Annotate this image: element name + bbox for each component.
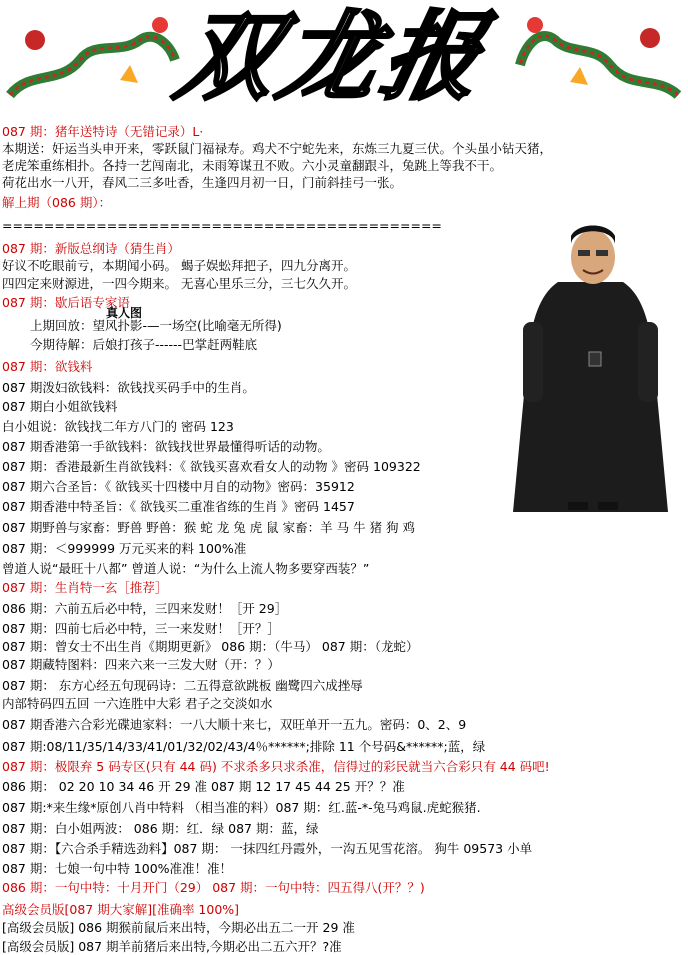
text-line: 解上期（086 期）：: [2, 195, 112, 210]
text-line: 087 期：曾女士不出生肖《期期更新》 086 期：（牛马） 087 期：（龙蛇）: [2, 639, 419, 654]
text-line: 087 期白小姐欲钱料: [2, 399, 118, 414]
text-line: 本期送：奸运当头申开来，零跃鼠门福禄寿。鸡犬不宁蛇先来，东炼三九夏三伏。个头虽小钻天猪，: [2, 141, 553, 156]
text-line: 087 期：歇后语专家语: [2, 295, 130, 310]
text-line: 087 期：极限弃 5 码专区(只有 44 码) 不求杀多只求杀准，信得过的彩民就当六合彩只有 44 码吧!: [2, 759, 550, 774]
text-line: 086 期： 02 20 10 34 46 开 29 准 087 期 12 17 45 44 25 开？？准: [2, 779, 405, 794]
text-line: 087 期泼妇欲钱料：欲钱找买码手中的生肖。: [2, 380, 255, 395]
person-photo: [503, 222, 683, 512]
text-line: 白小姐说：欲钱找二年方八门的 密码 123: [2, 419, 234, 434]
text-line: 今期待解：后娘打孩子------巴掌赶两鞋底: [30, 337, 258, 352]
text-line: 087 期香港第一手欲钱料：欲钱找世界最懂得听话的动物。: [2, 439, 330, 454]
text-line: 老虎笨重练相扑。各持一艺闯南北，未雨筹谋丑不败。六小灵童翻跟斗，兔跳上等我不干。: [2, 158, 503, 173]
text-line: 087 期野兽与家畜：野兽 野兽：猴 蛇 龙 兔 虎 鼠 家畜：羊 马 牛 猪 狗 鸡: [2, 520, 416, 535]
text-line: 087 期： 东方心经五句现码诗：二五得意欲跳板 幽鹭四六成挫辱: [2, 678, 363, 693]
text-line: 087 期藏特图料：四来六来一三发大财（开：？）: [2, 657, 280, 672]
text-line: ==========================================: [2, 218, 442, 233]
text-line: [高级会员版] 087 期羊前猪后来出特,今期必出二五六开？?准: [2, 939, 342, 954]
text-line: 087 期香港中特圣旨：《 欲钱买二重准省练的生肖 》密码 1457: [2, 499, 355, 514]
text-line: 087 期:*来生缘*原创八肖中特料 （相当准的料）087 期：红.蓝-*-兔马鸡鼠.虎蛇猴猪.: [2, 800, 481, 815]
text-line: 087 期:08/11/35/14/33/41/01/32/02/43/4％******;排除 11 个号码&******;蓝，绿: [2, 739, 486, 754]
text-line: 087 期：七娘一句中特 100%准准！准！: [2, 861, 233, 876]
text-line: 086 期：一句中特：十月开门（29） 087 期：一句中特：四五得八(开？？): [2, 880, 425, 895]
text-line: 087 期：香港最新生肖欲钱料：《 欲钱买喜欢看女人的动物 》密码 109322: [2, 459, 421, 474]
text-line: 087 期：【六合杀手精选劲料】087 期： 一抹四红丹霞外，一沟五见雪花溶。 狗牛 09573 小单: [2, 841, 533, 856]
text-line: 087 期六合圣旨：《 欲钱买十四楼中月自的动物》密码：35912: [2, 479, 355, 494]
text-line: 好议不吃眼前亏，本期闻小码。 蝎子娱蚣拜把子，四九分离开。: [2, 258, 356, 273]
text-line: 荷花出水一八开，春风二三多吐香，生逢四月初一日，门前斜挂弓一张。: [2, 175, 403, 190]
text-line: 087 期：新版总纲诗（猜生肖）: [2, 241, 180, 256]
text-line: 087 期：欲钱料: [2, 359, 93, 374]
text-line: 087 期：＜999999 万元买来的料 100%准: [2, 541, 247, 556]
page-title: 双龙报: [168, 0, 499, 113]
text-line: 087 期：白小姐两波： 086 期：红．绿 087 期：蓝，绿: [2, 821, 319, 836]
text-line: 高级会员版[087 期大家解][准确率 100%]: [2, 902, 240, 917]
text-line: 内部特码四五回 一六连胜中大彩 君子之交淡如水: [2, 696, 273, 711]
text-line: 四四定来财源进，一四今期来。 无喜心里乐三分，三七久久开。: [2, 276, 356, 291]
text-line: 上期回放：望风扑影-—一场空(比喻毫无所得): [30, 318, 282, 333]
text-line: 087 期香港六合彩光碟迪家料：一八大顺十来七，双旺单开一五九。密码：0、2、9: [2, 717, 467, 732]
text-line: [高级会员版] 086 期猴前鼠后来出特，今期必出五二一开 29 准: [2, 920, 355, 935]
text-line: 087 期：猪年送特诗（无错记录）L·: [2, 124, 204, 139]
text-line: 曾道人说“最旺十八都” 曾道人说：“为什么上流人物多要穿西装？”: [2, 561, 370, 576]
person-name-label: 真人图: [106, 306, 143, 320]
text-line: 086 期：六前五后必中特，三四来发财！［开 29］: [2, 601, 288, 616]
left-dragon-icon: [10, 17, 175, 95]
right-dragon-icon: [520, 17, 678, 95]
text-line: 087 期：四前七后必中特，三一来发财！［开？］: [2, 621, 280, 636]
text-line: 087 期：生肖特一玄［推荐］: [2, 580, 168, 595]
